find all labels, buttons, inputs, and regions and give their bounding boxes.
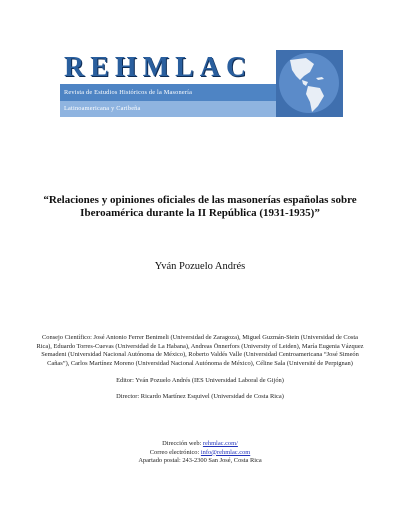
web-link[interactable]: rehmlac.com/ <box>202 440 238 447</box>
editor-line: Editor: Yván Pozuelo Andrés (IES Universidad Laboral de Gijón) <box>116 377 284 384</box>
postal-address: Apartado postal: 243-2300 San José, Costa Rica <box>138 457 262 465</box>
journal-banner <box>60 50 343 117</box>
banner-subtitle-line1: Revista de Estudios Históricos de la Masonería <box>60 84 300 101</box>
article-title-line2: Iberoamérica durante la II República (1931-1935)” <box>80 207 320 219</box>
email-address <box>34 449 366 458</box>
article-author: Yván Pozuelo Andrés <box>154 261 246 272</box>
article-title-line1: “Relaciones y opiniones oficiales de las masonerías españolas sobre <box>43 194 357 206</box>
banner-subtitle-line2: Latinoamericana y Caribeña <box>60 101 300 117</box>
contact-block <box>34 440 366 466</box>
americas-map-icon <box>276 50 343 117</box>
web-label: Dirección web: <box>162 440 203 447</box>
director-line: Director: Ricardo Martínez Esquivel (Universidad de Costa Rica) <box>116 393 284 400</box>
article-title <box>30 194 370 220</box>
web-address <box>34 440 366 449</box>
email-link[interactable]: info@rehmlac.com <box>200 448 251 456</box>
scientific-council: Consejo Científico: José Antonio Ferrer Benimeli (Universidad de Zaragoza), Miguel Guzmán-Stein (Universidad de Costa Rica), Eduardo Torres-Cuevas (Universidad de La Habana), Andreas Önnerfors (University of Leiden), María Eugenia Vázquez Semadeni (Universidad Nacional Autónoma de México), Roberto Valdés Valle (Universidad Centroamericana “José Simeón Cañas”), Carlos Martínez Moreno (Universidad Nacional Autónoma de México), Céline Sala (Université de Perpignan) <box>36 334 364 367</box>
email-label: Correo electrónico: <box>149 448 201 456</box>
journal-logo: REHMLAC <box>64 52 253 83</box>
